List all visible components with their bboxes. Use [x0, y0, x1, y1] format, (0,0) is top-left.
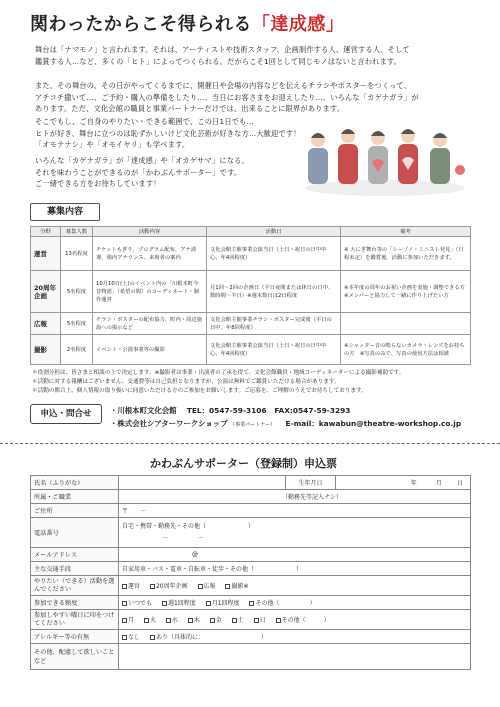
row-date: 文化会館主催事業公演当日（土日・祝日の日中中心、年4回程度） [207, 237, 341, 271]
intro-paragraph-2 [35, 80, 419, 115]
option-anytime[interactable] [122, 598, 152, 607]
field-label: やりたい（できる）活動を選んでください [31, 576, 119, 596]
email-field[interactable] [119, 548, 471, 562]
checkbox[interactable] [188, 618, 193, 623]
checkbox[interactable] [150, 635, 155, 640]
form-row-job [31, 490, 471, 504]
row-count: 5名程度 [61, 271, 93, 313]
option-label: 火 [149, 617, 156, 624]
day-sun[interactable] [254, 615, 266, 624]
contact-line-2 [110, 418, 461, 429]
job-note: （勤務先等記入ナシ） [282, 494, 342, 501]
note-line: ＊役割分担は、皆さまと相談の上で決定します。※撮影者は事業・出演者の了承を得て、文化会館職員・地域コーディネーターによる撮影補助です。 [32, 370, 405, 376]
other-field[interactable] [119, 644, 471, 670]
other-label: その他、配慮して欲しいことなど [31, 644, 119, 670]
option-other[interactable] [249, 598, 315, 607]
row-count: 5名程度 [61, 313, 93, 335]
intro-line: そこでもし、ご自身のやりたい・できる範囲で、この日1日でも… [35, 117, 254, 126]
option-label: 日 [259, 617, 266, 624]
row-date: 文化会館主催事業公演当日（土日・祝日の日中中心、年4回程度） [207, 335, 341, 365]
email-address[interactable]: E-mail：kawabun@theatre-workshop.co.jp [285, 419, 462, 428]
freq-options [119, 596, 471, 610]
address-label: ご住所 [31, 504, 119, 518]
intro-paragraph-1 [35, 44, 410, 67]
option-label: 土 [237, 617, 244, 624]
row-category: 広報 [31, 313, 61, 335]
day-thu[interactable] [188, 615, 200, 624]
row-category: 撮影 [31, 335, 61, 365]
row-note: ※本年度の周年のお祝い企画を実施・調整できる方 ※メンバーと協力して一緒に作り上げたい方 [341, 271, 471, 313]
intro-paragraph-3 [35, 116, 301, 151]
checkbox[interactable] [122, 618, 127, 623]
col-header-date: 活動日 [207, 227, 341, 237]
allergy-label: アレルギー等の有無 [31, 630, 119, 644]
row-category: 20周年企画 [31, 271, 61, 313]
page-title [30, 10, 344, 36]
form-row-field [31, 576, 471, 596]
col-header-field: 分野 [31, 227, 61, 237]
day-unit: 日 [457, 480, 464, 487]
transport-label: 主な交通手段 [31, 562, 119, 576]
transport-options[interactable]: 自家用車・バス・電車・自転車・徒歩・その他（ ） [119, 562, 471, 576]
address-field[interactable]: 〒 － [119, 504, 471, 518]
col-header-note: 備考 [341, 227, 471, 237]
form-row-allergy [31, 630, 471, 644]
option-label: 金 [215, 617, 222, 624]
table-row [31, 271, 471, 313]
phone-types: 自宅・携帯・勤務先・その他（ ） [122, 522, 255, 530]
row-note [341, 313, 471, 335]
contact-line-1 [110, 405, 350, 416]
checkbox[interactable] [249, 601, 254, 606]
notes [32, 369, 404, 396]
option-label: 運営 [128, 583, 141, 590]
row-category: 運営 [31, 237, 61, 271]
freq-label: 参加できる頻度 [31, 596, 119, 610]
option-label: 水 [171, 617, 178, 624]
name-label: 氏名（ふりがな） [31, 476, 119, 490]
option-label: いつでも [128, 600, 153, 607]
intro-line: アチコチ撒いて…、ご予約・購入の準備をしたり…、当日にお客さまをお迎えしたり…、いろんな「カゲナガラ」が [35, 92, 419, 102]
org-name: ・川根本町文化会館 [110, 406, 177, 415]
option-label: なし [128, 634, 141, 641]
form-row-other [31, 644, 471, 670]
phone-label: 電話番号 [31, 518, 119, 548]
recruit-table [30, 226, 471, 365]
intro-line: いろんな「カゲナガラ」が「達成感」や「オカゲサマ」になる。 [35, 156, 249, 165]
job-field[interactable] [119, 490, 471, 504]
option-label: あり（具体的に： ） [155, 634, 267, 641]
cut-line [0, 443, 500, 444]
option-label: 撮影※ [231, 583, 249, 590]
volunteers-illustration [300, 118, 470, 198]
field-options [119, 576, 471, 596]
option-pr[interactable] [198, 581, 216, 590]
col-header-count: 募集人数 [61, 227, 93, 237]
birth-label: 生年月日 [286, 476, 336, 490]
form-row-transport [31, 562, 471, 576]
option-label: 月 [128, 617, 135, 624]
recruit-section-label: 募集内容 [30, 203, 100, 221]
checkbox[interactable] [254, 618, 259, 623]
intro-paragraph-4 [35, 155, 249, 190]
checkbox[interactable] [232, 618, 237, 623]
checkbox[interactable] [276, 618, 281, 623]
form-row-name [31, 476, 471, 490]
row-note: ※ 大にぎ舞台等の「シーゾノ・ミニスト発見」（日程未定）を鑑賞後、活動に参加いただきます。 [341, 237, 471, 271]
email-label: メールアドレス [31, 548, 119, 562]
day-fri[interactable] [210, 615, 222, 624]
option-photo[interactable] [225, 581, 248, 590]
note-line: ＊活動に対する報酬はございません。交通費等は自己負担となりますが、公演は無料でご鑑賞いただける場合があります。 [32, 379, 340, 385]
option-monthly[interactable] [206, 598, 240, 607]
intro-line: それを味わうことができるのが「かわぶんサポーター」です。 [35, 167, 242, 177]
title-text: 関わったからこそ得られる [30, 14, 252, 35]
birth-field[interactable] [336, 476, 471, 490]
table-row [31, 335, 471, 365]
checkbox[interactable] [122, 584, 127, 589]
allergy-none[interactable] [122, 632, 140, 641]
intro-line: あります。ただ、文化会館の職員と事業パートナーだけでは、出来ることに限界があります。 [35, 104, 345, 114]
form-row-freq [31, 596, 471, 610]
option-label: その他（ ） [255, 600, 316, 607]
row-content: 10月10日(土)のイベント内の「川根本町今昔物語」（希望の間）のコーディネート・制作運営 [93, 271, 207, 313]
job-label: 所属・ご職業 [31, 490, 119, 504]
row-content: イベント・公演事業等の撮影 [93, 335, 207, 365]
table-row [31, 313, 471, 335]
year-unit: 年 [410, 480, 417, 487]
day-wed[interactable] [166, 615, 178, 624]
form-row-phone [31, 518, 471, 548]
row-date: 文化会館主催事業チラシ・ポスター完成後（平日の日中、年8回程度） [207, 313, 341, 335]
intro-line: 舞台は「ナマモノ」と言われます。それは、アーティストや技術スタッフ、企画制作する人、運営する人、そして [35, 45, 410, 54]
checkbox[interactable] [122, 601, 127, 606]
tel-number: TEL：0547-59-3106 [186, 406, 267, 415]
checkbox[interactable] [162, 601, 167, 606]
note-line: ＊活動の都合上、個人情報の取り扱いに同意いただける方のご参加をお願いします。ご応募を、ご理解のうえでお待ちしております。 [32, 388, 367, 394]
intro-line: 「オモテナシ」や「オモイヤリ」も学べます。 [35, 140, 190, 150]
day-mon[interactable] [122, 615, 134, 624]
option-label: 週1回程度 [167, 600, 196, 607]
checkbox[interactable] [198, 584, 203, 589]
form-title: かわぶんサポーター（登録制）申込票 [150, 457, 337, 470]
checkbox[interactable] [122, 635, 127, 640]
phone-separator: － － [162, 534, 205, 542]
checkbox[interactable] [206, 601, 211, 606]
option-label: 月1回程度 [211, 600, 240, 607]
day-tue[interactable] [144, 615, 156, 624]
option-label: 広報 [203, 583, 216, 590]
checkbox[interactable] [166, 618, 171, 623]
row-note: ※シャッター音の鳴らないカメラ・レンズをお持ちの方 ※写真のみで、写真の使用方法は相談 [341, 335, 471, 365]
name-field[interactable] [119, 476, 286, 490]
table-row [31, 237, 471, 271]
option-label: 20周年企画 [155, 583, 188, 590]
partner-name: ・株式会社シアターワークショップ [110, 419, 228, 428]
days-options [119, 610, 471, 630]
allergy-options [119, 630, 471, 644]
fax-number: FAX:0547-59-3293 [274, 406, 351, 415]
form-row-email [31, 548, 471, 562]
row-count: 13名程度 [61, 237, 93, 271]
row-content: チラシ・ポスターの配布協力、町内・周辺施設への掲示など [93, 313, 207, 335]
form-row-days [31, 610, 471, 630]
table-header-row [31, 227, 471, 237]
checkbox[interactable] [225, 584, 230, 589]
month-unit: 月 [435, 480, 442, 487]
day-other[interactable] [276, 615, 330, 624]
days-label: 参加しやすい曜日に印をつけてください [31, 610, 119, 630]
intro-line: ヒトが好き、舞台に立つのは恥ずかしいけど文化芸術が好きな方…大歓迎です！ [35, 128, 301, 138]
option-label: 木 [193, 617, 200, 624]
application-form [30, 475, 471, 670]
phone-field[interactable] [119, 518, 471, 548]
title-highlight: 「達成感」 [251, 14, 345, 35]
at-mark: @ [192, 551, 198, 558]
row-count: 2名程度 [61, 335, 93, 365]
contact-label: 申込・問合せ [30, 404, 102, 424]
form-row-address [31, 504, 471, 518]
day-sat[interactable] [232, 615, 244, 624]
option-operations[interactable] [122, 581, 140, 590]
intro-line: また、その舞台の、その日がやってくるまでに、開催日や会場の内容などを伝えるチラシやポスターをつくって、 [35, 81, 412, 90]
checkbox[interactable] [144, 618, 149, 623]
partner-note: （事業パートナー） [230, 422, 276, 428]
checkbox[interactable] [150, 584, 155, 589]
option-label: その他（ ） [281, 617, 330, 624]
row-content: チケットもぎり、プログラム配布、アナ誘導、場内アナウンス、来場者の案内 [93, 237, 207, 271]
option-20th[interactable] [150, 581, 188, 590]
col-header-content: 活動内容 [93, 227, 207, 237]
option-weekly[interactable] [162, 598, 196, 607]
intro-line: ご一緒できる方をお待ちしています！ [35, 179, 161, 189]
allergy-yes[interactable] [150, 632, 267, 641]
row-date: 月1回〜2回の企画日（平日夜間または休日の日中、数時間〜半日）※週末数日は2日程度 [207, 271, 341, 313]
intro-line: 鑑賞する人…など、多くの「ヒト」によってつくられる。だからこそ1回として同じモノはないと言われます。 [35, 56, 402, 66]
checkbox[interactable] [210, 618, 215, 623]
